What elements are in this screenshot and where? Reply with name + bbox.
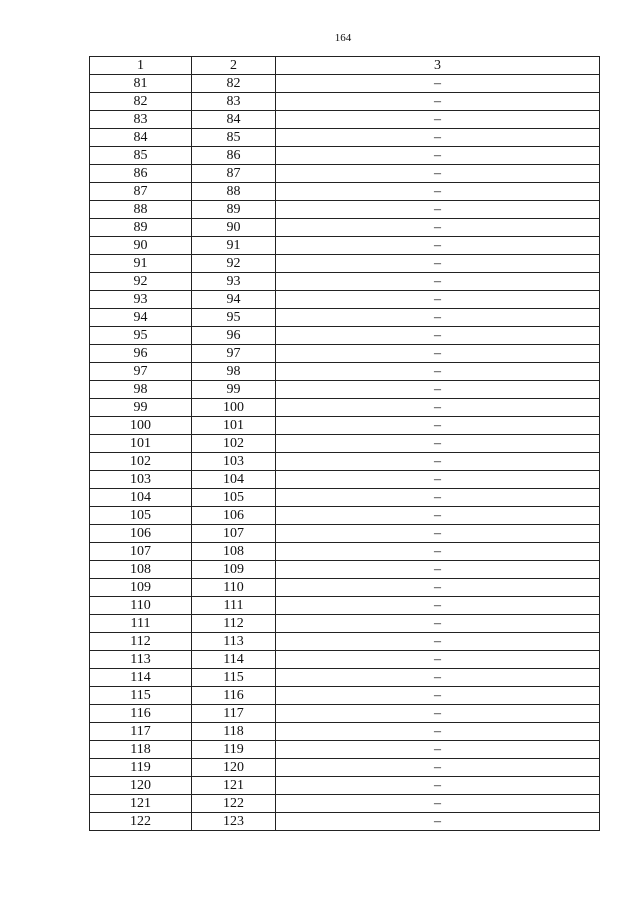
table-header (90, 57, 600, 75)
table-cell-col-1: 114 (90, 669, 192, 687)
table-cell-col-1: 93 (90, 291, 192, 309)
table-cell-col-3: – (276, 255, 600, 273)
table-row (90, 597, 600, 615)
table-cell-col-2: 121 (192, 777, 276, 795)
table-cell-col-1: 110 (90, 597, 192, 615)
table-cell-col-2: 94 (192, 291, 276, 309)
table-cell-col-1: 90 (90, 237, 192, 255)
table-cell-col-1: 118 (90, 741, 192, 759)
table-cell-col-2: 85 (192, 129, 276, 147)
table-row (90, 615, 600, 633)
table-cell-col-1: 119 (90, 759, 192, 777)
page-number: 164 (334, 32, 352, 44)
table-cell-col-3: – (276, 795, 600, 813)
table-cell-col-3: – (276, 705, 600, 723)
column-header-3: 3 (276, 57, 600, 75)
table-row (90, 435, 600, 453)
table-row (90, 93, 600, 111)
table-cell-col-2: 118 (192, 723, 276, 741)
table-cell-col-2: 96 (192, 327, 276, 345)
table-cell-col-1: 100 (90, 417, 192, 435)
table-row (90, 813, 600, 831)
table-row (90, 687, 600, 705)
table-cell-col-3: – (276, 237, 600, 255)
table-row (90, 147, 600, 165)
table-cell-col-3: – (276, 417, 600, 435)
table-cell-col-2: 103 (192, 453, 276, 471)
table-cell-col-1: 109 (90, 579, 192, 597)
table-row (90, 183, 600, 201)
table-cell-col-3: – (276, 93, 600, 111)
table-cell-col-3: – (276, 345, 600, 363)
table-cell-col-1: 95 (90, 327, 192, 345)
table-cell-col-3: – (276, 111, 600, 129)
table-cell-col-3: – (276, 471, 600, 489)
table-cell-col-2: 122 (192, 795, 276, 813)
table-cell-col-2: 108 (192, 543, 276, 561)
table-cell-col-1: 121 (90, 795, 192, 813)
table-row (90, 705, 600, 723)
table-cell-col-1: 102 (90, 453, 192, 471)
table-cell-col-2: 89 (192, 201, 276, 219)
table-cell-col-2: 123 (192, 813, 276, 831)
table-cell-col-3: – (276, 327, 600, 345)
table-cell-col-1: 85 (90, 147, 192, 165)
table-row (90, 453, 600, 471)
table-cell-col-2: 91 (192, 237, 276, 255)
table-cell-col-3: – (276, 147, 600, 165)
table-cell-col-1: 86 (90, 165, 192, 183)
table-cell-col-3: – (276, 723, 600, 741)
table-row (90, 795, 600, 813)
table-body (90, 75, 600, 831)
table-cell-col-2: 95 (192, 309, 276, 327)
table-row (90, 219, 600, 237)
table-cell-col-3: – (276, 165, 600, 183)
table-cell-col-1: 81 (90, 75, 192, 93)
table-cell-col-1: 96 (90, 345, 192, 363)
table-row (90, 291, 600, 309)
table-cell-col-2: 105 (192, 489, 276, 507)
table-cell-col-1: 107 (90, 543, 192, 561)
table-cell-col-2: 106 (192, 507, 276, 525)
table-row (90, 129, 600, 147)
table-row (90, 273, 600, 291)
table-cell-col-2: 117 (192, 705, 276, 723)
table-cell-col-3: – (276, 363, 600, 381)
table-cell-col-1: 120 (90, 777, 192, 795)
table-cell-col-1: 84 (90, 129, 192, 147)
table-row (90, 381, 600, 399)
table-cell-col-2: 116 (192, 687, 276, 705)
table-cell-col-3: – (276, 741, 600, 759)
table-cell-col-2: 104 (192, 471, 276, 489)
table-cell-col-1: 94 (90, 309, 192, 327)
table-cell-col-2: 112 (192, 615, 276, 633)
table-cell-col-2: 83 (192, 93, 276, 111)
table-row (90, 543, 600, 561)
table-cell-col-2: 87 (192, 165, 276, 183)
table-cell-col-1: 99 (90, 399, 192, 417)
table-cell-col-2: 120 (192, 759, 276, 777)
table-cell-col-3: – (276, 687, 600, 705)
column-header-1: 1 (90, 57, 192, 75)
table-row (90, 507, 600, 525)
table-cell-col-2: 109 (192, 561, 276, 579)
table-cell-col-1: 88 (90, 201, 192, 219)
table-cell-col-3: – (276, 291, 600, 309)
table-cell-col-3: – (276, 219, 600, 237)
table-cell-col-1: 105 (90, 507, 192, 525)
table-row (90, 741, 600, 759)
table-cell-col-1: 98 (90, 381, 192, 399)
table-row (90, 579, 600, 597)
table-cell-col-1: 113 (90, 651, 192, 669)
table-cell-col-1: 82 (90, 93, 192, 111)
table-cell-col-2: 115 (192, 669, 276, 687)
table-cell-col-1: 115 (90, 687, 192, 705)
table-cell-col-2: 82 (192, 75, 276, 93)
table-cell-col-1: 87 (90, 183, 192, 201)
table-cell-col-2: 102 (192, 435, 276, 453)
table-cell-col-2: 93 (192, 273, 276, 291)
table-row (90, 399, 600, 417)
table-row (90, 759, 600, 777)
table-row (90, 669, 600, 687)
table-cell-col-1: 89 (90, 219, 192, 237)
table-row (90, 309, 600, 327)
table-row (90, 417, 600, 435)
table-cell-col-3: – (276, 777, 600, 795)
table-cell-col-1: 83 (90, 111, 192, 129)
table-cell-col-3: – (276, 399, 600, 417)
table-row (90, 561, 600, 579)
table-row (90, 111, 600, 129)
table-cell-col-1: 92 (90, 273, 192, 291)
table-cell-col-3: – (276, 453, 600, 471)
table-cell-col-3: – (276, 201, 600, 219)
table-cell-col-1: 111 (90, 615, 192, 633)
table-cell-col-2: 92 (192, 255, 276, 273)
table-cell-col-2: 119 (192, 741, 276, 759)
table-row (90, 327, 600, 345)
table-cell-col-2: 99 (192, 381, 276, 399)
table-row (90, 75, 600, 93)
table-cell-col-3: – (276, 813, 600, 831)
table-row (90, 255, 600, 273)
table-row (90, 723, 600, 741)
table-cell-col-3: – (276, 525, 600, 543)
table-row (90, 237, 600, 255)
table-cell-col-3: – (276, 597, 600, 615)
table-cell-col-2: 84 (192, 111, 276, 129)
table-cell-col-3: – (276, 561, 600, 579)
table-row (90, 777, 600, 795)
table-cell-col-2: 86 (192, 147, 276, 165)
table-row (90, 345, 600, 363)
table-cell-col-3: – (276, 489, 600, 507)
table-cell-col-3: – (276, 129, 600, 147)
table-cell-col-2: 110 (192, 579, 276, 597)
table-row (90, 489, 600, 507)
table-cell-col-3: – (276, 633, 600, 651)
table-cell-col-3: – (276, 75, 600, 93)
table-cell-col-2: 114 (192, 651, 276, 669)
table-cell-col-1: 117 (90, 723, 192, 741)
table-cell-col-2: 100 (192, 399, 276, 417)
table-row (90, 471, 600, 489)
table-cell-col-3: – (276, 381, 600, 399)
table-header-row (90, 57, 600, 75)
table-cell-col-1: 101 (90, 435, 192, 453)
table-cell-col-2: 90 (192, 219, 276, 237)
table-cell-col-1: 103 (90, 471, 192, 489)
table-cell-col-2: 107 (192, 525, 276, 543)
column-header-2: 2 (192, 57, 276, 75)
table-row (90, 651, 600, 669)
table-cell-col-1: 106 (90, 525, 192, 543)
table-cell-col-3: – (276, 669, 600, 687)
table-row (90, 363, 600, 381)
table-cell-col-3: – (276, 615, 600, 633)
table-cell-col-1: 97 (90, 363, 192, 381)
data-table (89, 56, 600, 831)
table-cell-col-3: – (276, 183, 600, 201)
table-cell-col-1: 112 (90, 633, 192, 651)
table-cell-col-3: – (276, 309, 600, 327)
table-cell-col-2: 113 (192, 633, 276, 651)
table-row (90, 525, 600, 543)
table-cell-col-3: – (276, 543, 600, 561)
table-cell-col-2: 101 (192, 417, 276, 435)
table-cell-col-3: – (276, 579, 600, 597)
table-cell-col-2: 98 (192, 363, 276, 381)
table-cell-col-2: 88 (192, 183, 276, 201)
table-cell-col-1: 116 (90, 705, 192, 723)
table-cell-col-3: – (276, 435, 600, 453)
table-cell-col-3: – (276, 759, 600, 777)
table-cell-col-3: – (276, 651, 600, 669)
table-cell-col-3: – (276, 273, 600, 291)
table-cell-col-1: 108 (90, 561, 192, 579)
table-row (90, 165, 600, 183)
table-cell-col-2: 97 (192, 345, 276, 363)
table-cell-col-1: 122 (90, 813, 192, 831)
table-cell-col-1: 104 (90, 489, 192, 507)
table-row (90, 201, 600, 219)
table-cell-col-1: 91 (90, 255, 192, 273)
table-row (90, 633, 600, 651)
table-cell-col-2: 111 (192, 597, 276, 615)
table-cell-col-3: – (276, 507, 600, 525)
